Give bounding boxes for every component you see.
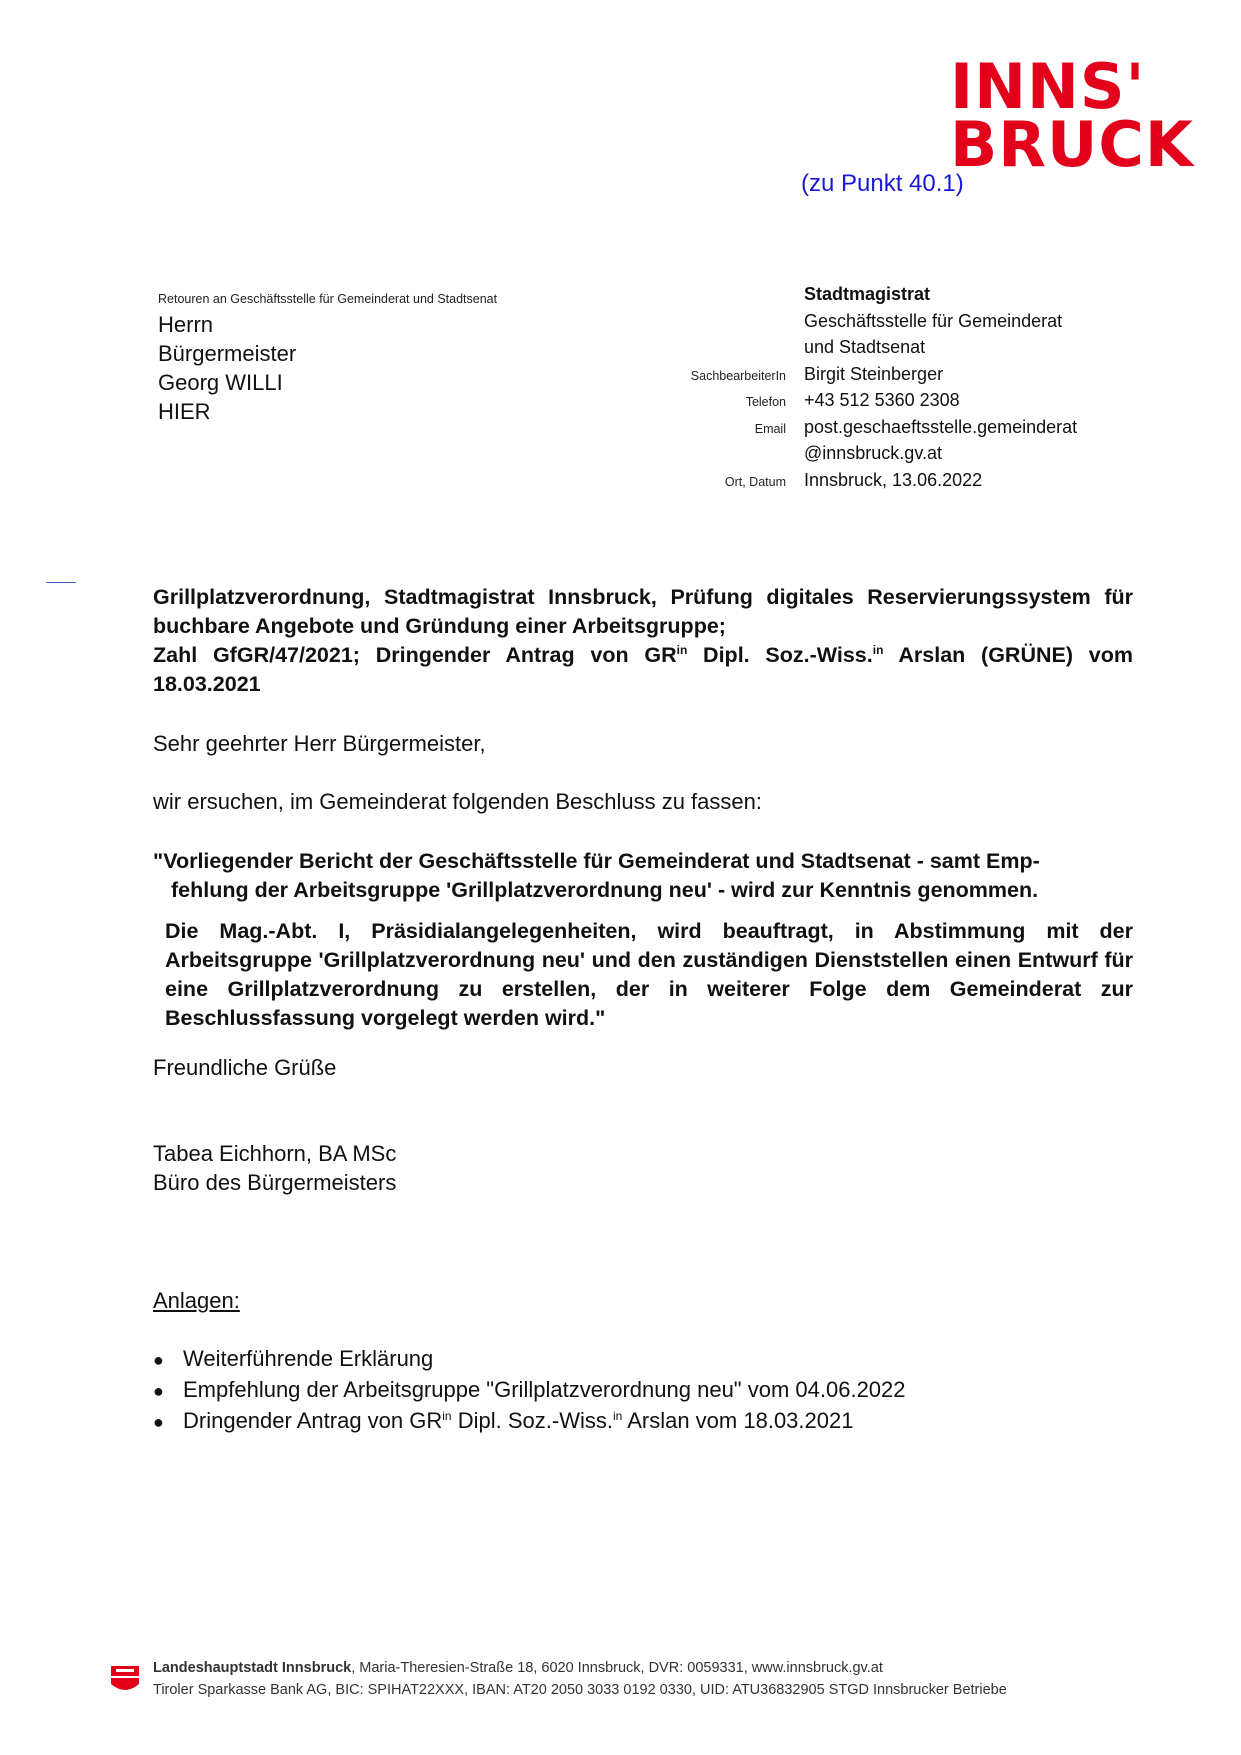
agenda-reference: (zu Punkt 40.1) <box>801 170 964 197</box>
place-date: Innsbruck, 13.06.2022 <box>804 469 983 490</box>
email-domain: @innsbruck.gv.at <box>804 443 942 463</box>
footer-address: Landeshauptstadt Innsbruck, Maria-Theresien-Straße 18, 6020 Innsbruck, DVR: 0059331, www.innsbruck.gv.at <box>153 1660 883 1676</box>
recipient-line: HIER <box>158 399 211 424</box>
subject <box>153 583 1133 699</box>
resolution-paragraph-1 <box>153 847 1133 905</box>
salutation: Sehr geehrter Herr Bürgermeister, <box>153 731 486 756</box>
bullet-icon: ● <box>153 1350 164 1370</box>
signature-office: Büro des Bürgermeisters <box>153 1170 397 1195</box>
sender-org: Stadtmagistrat <box>804 284 931 304</box>
list-item: ● Dringender Antrag von $GR^{in}$ Dipl. Soz.-Wiss.$^{in}$ Arslan vom 18.03.2021 <box>153 1406 906 1437</box>
recipient-line: Bürgermeister <box>158 341 297 366</box>
closing: Freundliche Grüße <box>153 1055 337 1080</box>
bullet-icon: ● <box>153 1412 164 1432</box>
logo-line-2: BRUCK <box>950 108 1194 181</box>
email-label: Email <box>754 421 786 436</box>
margin-mark <box>46 582 76 583</box>
request-text: wir ersuchen, im Gemeinderat folgenden Beschluss zu fassen: <box>153 789 762 814</box>
date-label: Ort, Datum <box>724 474 786 489</box>
recipient-line: Georg WILLI <box>158 370 283 395</box>
bullet-icon: ● <box>153 1381 164 1401</box>
list-item: ● Weiterführende Erklärung <box>153 1344 906 1375</box>
clerk-name: Birgit Steinberger <box>804 363 944 384</box>
attachments-list <box>153 1344 906 1437</box>
sender-dept: und Stadtsenat <box>804 337 926 357</box>
resolution-paragraph-2: Die Mag.-Abt. I, Präsidialangelegenheiten, wird beauftragt, in Abstimmung mit der Arbeitsgruppe 'Grillplatzverordnung neu' und den zuständigen Dienststellen einen Entwurf für eine Grillplatzverordnung zu erstellen, der in weiterer Folge dem Gemeinderat zur Beschlussfassung vorgelegt werden wird." <box>165 919 1133 1030</box>
resolution-line: "Vorliegender Bericht der Geschäftsstelle für Gemeinderat und Stadtsenat - samt Emp- <box>153 849 1040 873</box>
sender-dept: Geschäftsstelle für Gemeinderat <box>804 310 1063 331</box>
recipient-address <box>158 310 296 426</box>
footer-bank: Tiroler Sparkasse Bank AG, BIC: SPIHAT22XXX, IBAN: AT20 2050 3033 0192 0330, UID: ATU36832905 STGD Innsbrucker Betriebe <box>153 1682 1007 1698</box>
attachments-heading: Anlagen: <box>153 1288 240 1313</box>
sender-block <box>660 284 1120 496</box>
phone-number: +43 512 5360 2308 <box>804 390 960 410</box>
phone-label: Telefon <box>745 395 786 409</box>
resolution-line: fehlung der Arbeitsgruppe 'Grillplatzverordnung neu' - wird zur Kenntnis genommen. <box>171 878 1039 902</box>
logo-line-1: INNS' <box>950 50 1146 123</box>
signature-name: Tabea Eichhorn, BA MSc <box>153 1141 397 1166</box>
email-address: post.geschaeftsstelle.gemeinderat <box>804 416 1078 437</box>
innsbruck-logo <box>950 50 1195 181</box>
return-address: Retouren an Geschäftsstelle für Gemeinderat und Stadtsenat <box>158 292 498 306</box>
subject-line: Grillplatzverordnung, Stadtmagistrat Innsbruck, Prüfung digitales Reservierungssystem für buchbare Angebote und Gründung einer Arbeitsgruppe; <box>153 585 1133 638</box>
city-crest-icon <box>110 1662 140 1696</box>
list-item: ● Empfehlung der Arbeitsgruppe "Grillplatzverordnung neu" vom 04.06.2022 <box>153 1375 906 1406</box>
recipient-line: Herrn <box>158 312 214 337</box>
clerk-label: SachbearbeiterIn <box>690 368 786 383</box>
subject-reference: Zahl GfGR/47/2021; Dringender Antrag von $GR^{in}$ Dipl. Soz.-Wiss.$^{in}$ Arslan (GRÜNE) vom 18.03.2021 <box>153 643 1133 696</box>
